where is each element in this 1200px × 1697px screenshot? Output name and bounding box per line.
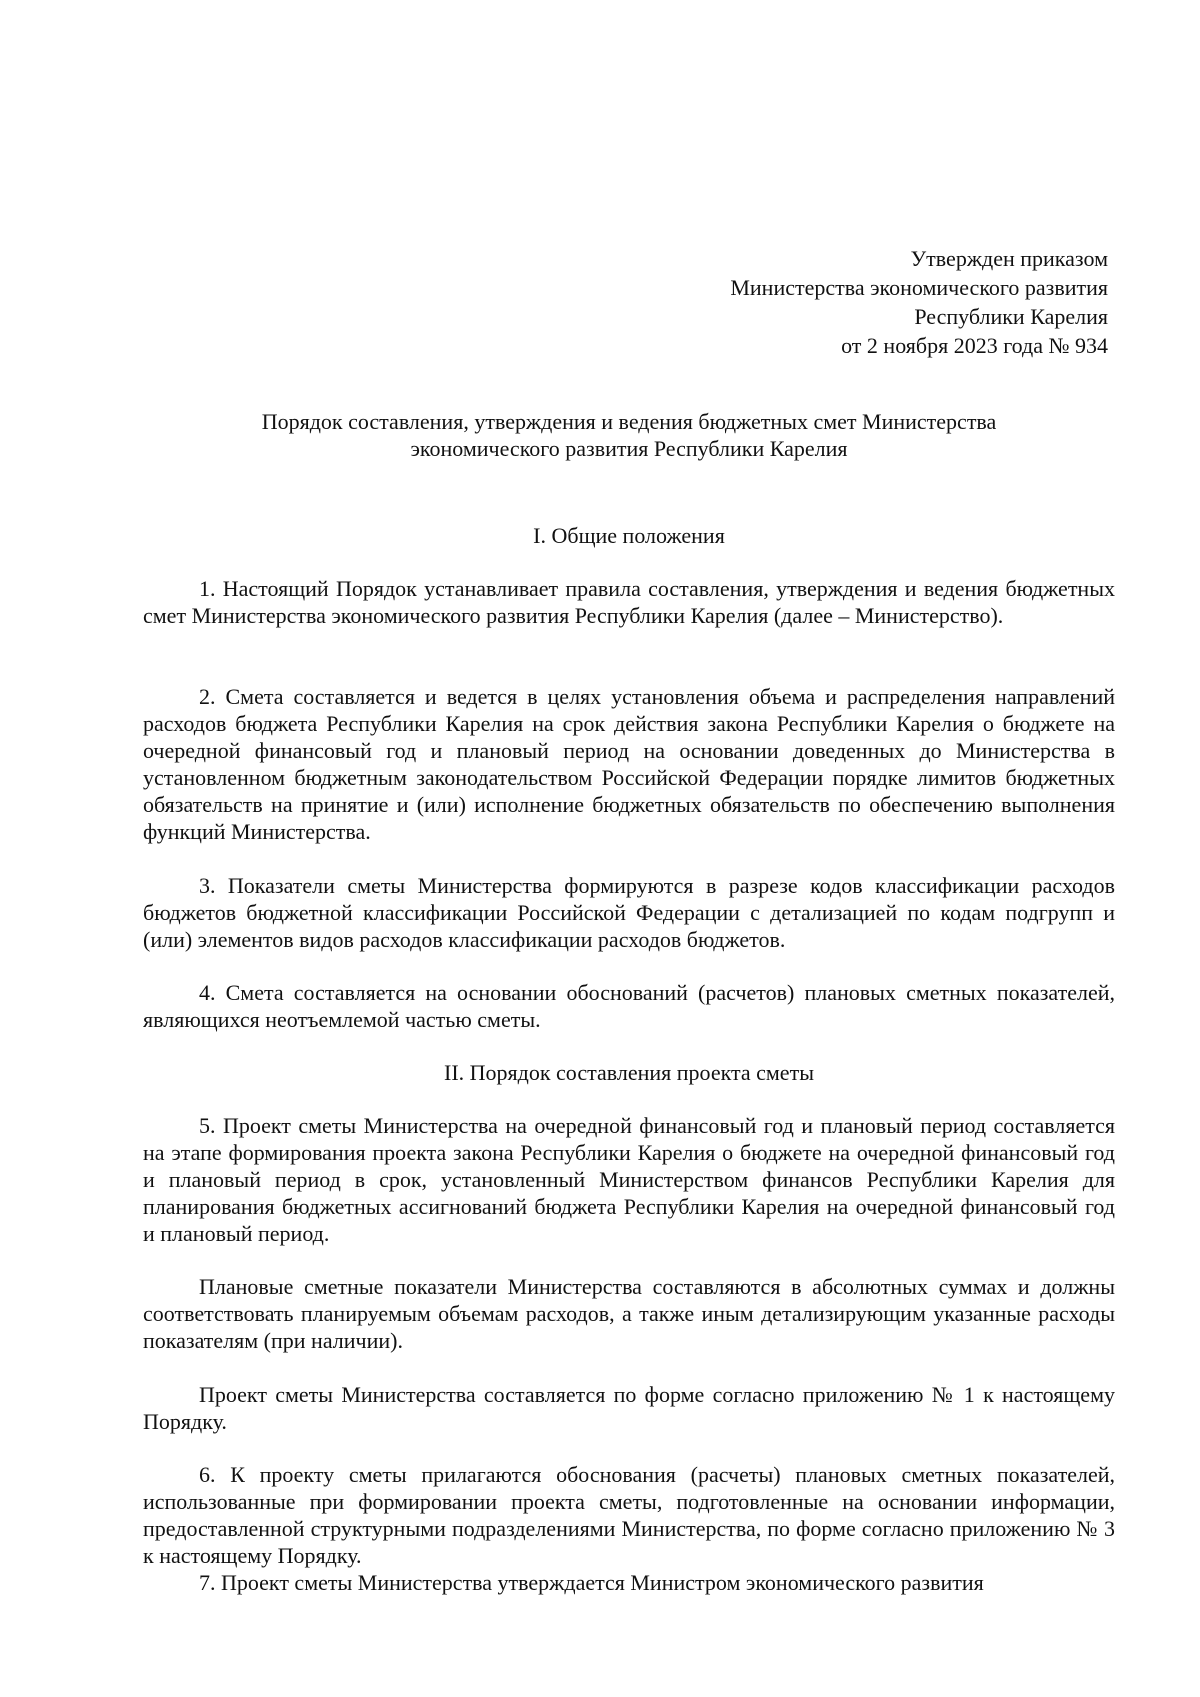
paragraph-1: 1. Настоящий Порядок устанавливает правила составления, утверждения и ведения бюджетных смет Министерства экономического развития Республики Карелия (далее – Министерство).	[143, 576, 1115, 628]
paragraph-4: 4. Смета составляется на основании обоснований (расчетов) плановых сметных показателей, являющихся неотъемлемой частью сметы.	[143, 980, 1115, 1032]
approval-line-4: от 2 ноября 2023 года № 934	[841, 333, 1108, 358]
section-heading-1: I. Общие положения	[533, 523, 725, 548]
paragraph-9: 7. Проект сметы Министерства утверждается Министром экономического развития	[199, 1570, 984, 1595]
approval-line-3: Республики Карелия	[914, 304, 1108, 329]
approval-line-2: Министерства экономического развития	[730, 275, 1108, 300]
paragraph-5: 5. Проект сметы Министерства на очередной финансовый год и плановый период составляется на этапе формирования проекта закона Республики Карелия о бюджете на очередной финансовый год и плановый период в срок, установленный Министерством финансов Республики Карелия для планирования бюджетных ассигнований бюджета Республики Карелия на очередной финансовый год и плановый период.	[143, 1113, 1115, 1246]
paragraph-7: Проект сметы Министерства составляется по форме согласно приложению № 1 к настоящему Порядку.	[143, 1382, 1115, 1434]
paragraph-8: 6. К проекту сметы прилагаются обоснования (расчеты) плановых сметных показателей, использованные при формировании проекта сметы, подготовленные на основании информации, предоставленной структурными подразделениями Министерства, по форме согласно приложению № 3 к настоящему Порядку.	[143, 1462, 1115, 1568]
paragraph-3: 3. Показатели сметы Министерства формируются в разрезе кодов классификации расходов бюджетов бюджетной классификации Российской Федерации с детализацией по кодам подгрупп и (или) элементов видов расходов классификации расходов бюджетов.	[143, 873, 1115, 952]
paragraph-6: Плановые сметные показатели Министерства составляются в абсолютных суммах и должны соответствовать планируемым объемам расходов, а также иным детализирующим указанные расходы показателям (при наличии).	[143, 1274, 1115, 1353]
approval-stamp	[730, 244, 1108, 360]
paragraph-2: 2. Смета составляется и ведется в целях установления объема и распределения направлений расходов бюджета Республики Карелия на срок действия закона Республики Карелия о бюджете на очередной финансовый год и плановый период на основании доведенных до Министерства в установленном бюджетным законодательством Российской Федерации порядке лимитов бюджетных обязательств на принятие и (или) исполнение бюджетных обязательств по обеспечению выполнения функций Министерства.	[143, 684, 1115, 844]
section-heading-2: II. Порядок составления проекта сметы	[444, 1060, 814, 1085]
approval-line-1: Утвержден приказом	[910, 246, 1108, 271]
title-line-2: экономического развития Республики Карелия	[410, 436, 848, 461]
title-line-1: Порядок составления, утверждения и ведения бюджетных смет Министерства	[261, 409, 997, 434]
document-title	[143, 408, 1115, 462]
